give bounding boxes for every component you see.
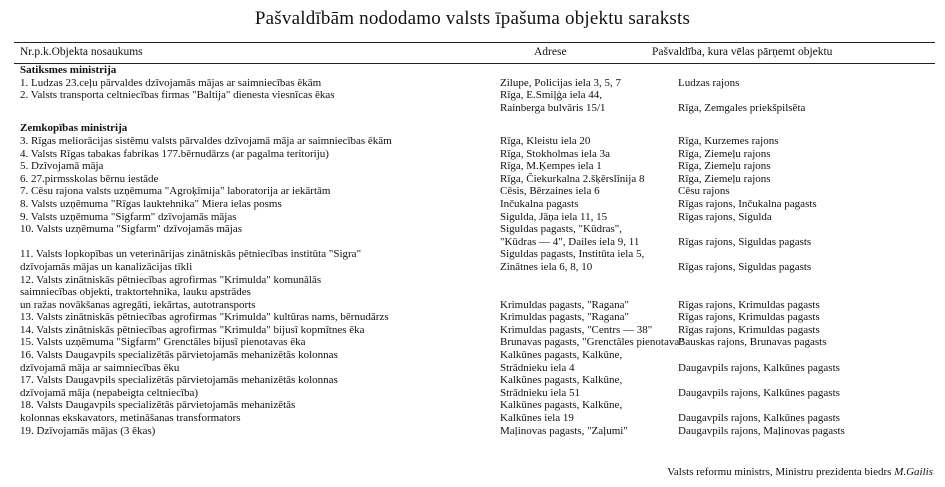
object-municipality: Rīgas rajons, Siguldas pagasts (678, 260, 812, 273)
object-municipality: Daugavpils rajons, Kalkūnes pagasts (678, 412, 840, 425)
page-title: Pašvaldībām nododamo valsts īpašuma objektu saraksts (254, 8, 691, 29)
object-address: Maļinovas pagasts, "Zaļumi" (500, 424, 628, 437)
object-address: Inčukalna pagasts (500, 197, 579, 210)
object-address: Brunavas pagasts, "Grenctāles pienotava" (500, 336, 684, 349)
table-row (0, 324, 945, 337)
object-municipality: Rīgas rajons, Krimuldas pagasts (678, 311, 820, 324)
table-row (0, 311, 945, 324)
table-row (0, 102, 945, 115)
table-row (0, 349, 945, 362)
table-row (0, 89, 945, 102)
object-name: 2. Valsts transporta celtniecības firmas "Baltija" dienesta viesnīcas ēkas (20, 89, 335, 102)
object-name: dzīvojamā māja (nepabeigta celtniecība) (20, 386, 199, 399)
object-name: 15. Valsts uzņēmuma "Sigfarm" Grenctāles bijusī pienotavas ēka (20, 336, 306, 349)
object-name: saimniecības objekti, traktortehnika, lauku apstrādes (20, 286, 251, 299)
object-name: 12. Valsts zinātniskās pētniecības agrofirmas "Krimulda" komunālās (20, 273, 322, 286)
object-address: Siguldas pagasts, "Kūdras", (500, 223, 623, 236)
object-address: Rīga, Čiekurkalna 2.šķērslīnija 8 (500, 172, 645, 185)
object-address: Zilupe, Policijas iela 3, 5, 7 (500, 76, 621, 89)
table-row (0, 261, 945, 274)
table-row (0, 160, 945, 173)
object-municipality: Ludzas rajons (678, 76, 740, 89)
object-address: Strādnieku iela 51 (500, 386, 581, 399)
object-municipality: Rīga, Ziemeļu rajons (678, 172, 771, 185)
object-municipality: Bauskas rajons, Brunavas pagasts (678, 336, 827, 349)
object-address: Rīga, Stokholmas iela 3a (500, 147, 610, 160)
object-address: Rīga, Kleistu iela 20 (500, 134, 591, 147)
table-row (0, 148, 945, 161)
object-name: 16. Valsts Daugavpils specializētās pārvietojamās mehanizētās kolonnas (20, 349, 338, 362)
table-row (0, 336, 945, 349)
object-name: 8. Valsts uzņēmuma "Rīgas lauktehnika" Miera ielas posms (20, 197, 282, 210)
table-row (0, 412, 945, 425)
object-municipality: Rīga, Zemgales priekšpilsēta (678, 101, 806, 114)
row-gap (0, 114, 945, 122)
object-name: dzīvojamā māja ar saimniecības ēku (20, 361, 180, 374)
table-row (0, 248, 945, 261)
object-name: 1. Ludzas 23.ceļu pārvaldes dzīvojamās mājas ar saimniecības ēkām (20, 76, 322, 89)
object-name: 6. 27.pirmsskolas bērnu iestāde (20, 172, 159, 185)
object-municipality: Rīgas rajons, Krimuldas pagasts (678, 323, 820, 336)
table-row (0, 223, 945, 236)
object-name: Satiksmes ministrija (20, 64, 117, 76)
object-municipality: Rīgas rajons, Krimuldas pagasts (678, 298, 820, 311)
object-name: 3. Rīgas meliorācijas sistēmu valsts pārvaldes dzīvojamā māja ar saimniecības ēkām (20, 134, 392, 147)
object-address: Rīga, M.Ķempes iela 1 (500, 160, 602, 173)
object-municipality: Rīgas rajons, Siguldas pagasts (678, 235, 812, 248)
table-row (0, 286, 945, 299)
table-row (0, 236, 945, 249)
table-row (0, 425, 945, 438)
table-header (14, 42, 935, 64)
object-address: Kalkūnes pagasts, Kalkūne, (500, 399, 623, 412)
object-address: Krimuldas pagasts, "Ragana" (500, 298, 630, 311)
object-address: Strādnieku iela 4 (500, 361, 575, 374)
object-name: dzīvojamās mājas un kanalizācijas tīkli (20, 260, 193, 273)
object-name: 14. Valsts zinātniskās pētniecības agrofirmas "Krimulda" bijusī kopmītnes ēka (20, 323, 365, 336)
object-municipality: Daugavpils rajons, Kalkūnes pagasts (678, 386, 840, 399)
section-heading (0, 122, 945, 135)
signature-text: Valsts reformu ministrs, Ministru prezidenta biedrs (667, 466, 895, 478)
object-municipality: Rīgas rajons, Sigulda (678, 210, 772, 223)
object-address: Rīga, E.Smiļģa iela 44, (500, 89, 603, 102)
object-municipality: Daugavpils rajons, Maļinovas pagasts (678, 424, 845, 437)
object-address: "Kūdras — 4", Dailes iela 9, 11 (500, 235, 640, 248)
section-heading (0, 64, 945, 77)
object-name: un ražas novākšanas agregāti, iekārtas, autotransports (20, 298, 256, 311)
header-number-name: Nr.p.k.Objekta nosaukums (20, 46, 143, 58)
object-address: Zinātnes iela 6, 8, 10 (500, 260, 593, 273)
object-municipality: Daugavpils rajons, Kalkūnes pagasts (678, 361, 840, 374)
signature-name: M.Gailis (894, 466, 933, 478)
table-row (0, 198, 945, 211)
object-name: 17. Valsts Daugavpils specializētās pārvietojamās mehanizētās kolonnas (20, 374, 338, 387)
object-address: Siguldas pagasts, Institūta iela 5, (500, 248, 645, 261)
object-name: kolonnas ekskavators, metināšanas transformators (20, 412, 241, 425)
table-row (0, 387, 945, 400)
object-name: 9. Valsts uzņēmuma "Sigfarm" dzīvojamās mājas (20, 210, 237, 223)
object-address: Rainberga bulvāris 15/1 (500, 101, 606, 114)
object-address: Kalkūnes pagasts, Kalkūne, (500, 349, 623, 362)
table-row (0, 274, 945, 287)
signature (667, 466, 933, 478)
object-municipality: Rīga, Ziemeļu rajons (678, 147, 771, 160)
table-row (0, 185, 945, 198)
object-name: 18. Valsts Daugavpils specializētās pārvietojamās mehanizētās (20, 399, 296, 412)
object-address: Krimuldas pagasts, "Ragana" (500, 311, 630, 324)
object-address: Sigulda, Jāņa iela 11, 15 (500, 210, 608, 223)
object-municipality: Cēsu rajons (678, 185, 730, 198)
object-name: 4. Valsts Rīgas tabakas fabrikas 177.bērnudārzs (ar pagalma teritoriju) (20, 147, 329, 160)
header-municipality: Pašvaldība, kura vēlas pārņemt objektu (652, 46, 833, 58)
table-row (0, 299, 945, 312)
table-row (0, 374, 945, 387)
object-name: Zemkopības ministrija (20, 122, 128, 135)
table-row (0, 135, 945, 148)
table-row (0, 77, 945, 90)
object-name: 11. Valsts lopkopības un veterinārijas zinātniskās pētniecības institūta "Sigra" (20, 248, 362, 261)
object-address: Cēsis, Bērzaines iela 6 (500, 185, 600, 198)
object-name: 13. Valsts zinātniskās pētniecības agrofirmas "Krimulda" kultūras nams, bērnudārzs (20, 311, 389, 324)
object-address: Krimuldas pagasts, "Centrs — 38" (500, 323, 653, 336)
object-name: 10. Valsts uzņēmuma "Sigfarm" dzīvojamās mājas (20, 223, 243, 236)
object-municipality: Rīga, Kurzemes rajons (678, 134, 779, 147)
header-address: Adrese (534, 46, 567, 58)
object-name: 19. Dzīvojamās mājas (3 ēkas) (20, 424, 156, 437)
object-municipality: Rīgas rajons, Inčukalna pagasts (678, 197, 817, 210)
object-address: Kalkūnes iela 19 (500, 412, 574, 425)
object-name: 7. Cēsu rajona valsts uzņēmuma "Agroķīmija" laboratorija ar iekārtām (20, 185, 331, 198)
table-row (0, 399, 945, 412)
object-municipality: Rīga, Ziemeļu rajons (678, 160, 771, 173)
object-name: 5. Dzīvojamā māja (20, 160, 104, 173)
object-list (0, 64, 945, 437)
table-row (0, 173, 945, 186)
table-row (0, 211, 945, 224)
table-row (0, 362, 945, 375)
object-address: Kalkūnes pagasts, Kalkūne, (500, 374, 623, 387)
